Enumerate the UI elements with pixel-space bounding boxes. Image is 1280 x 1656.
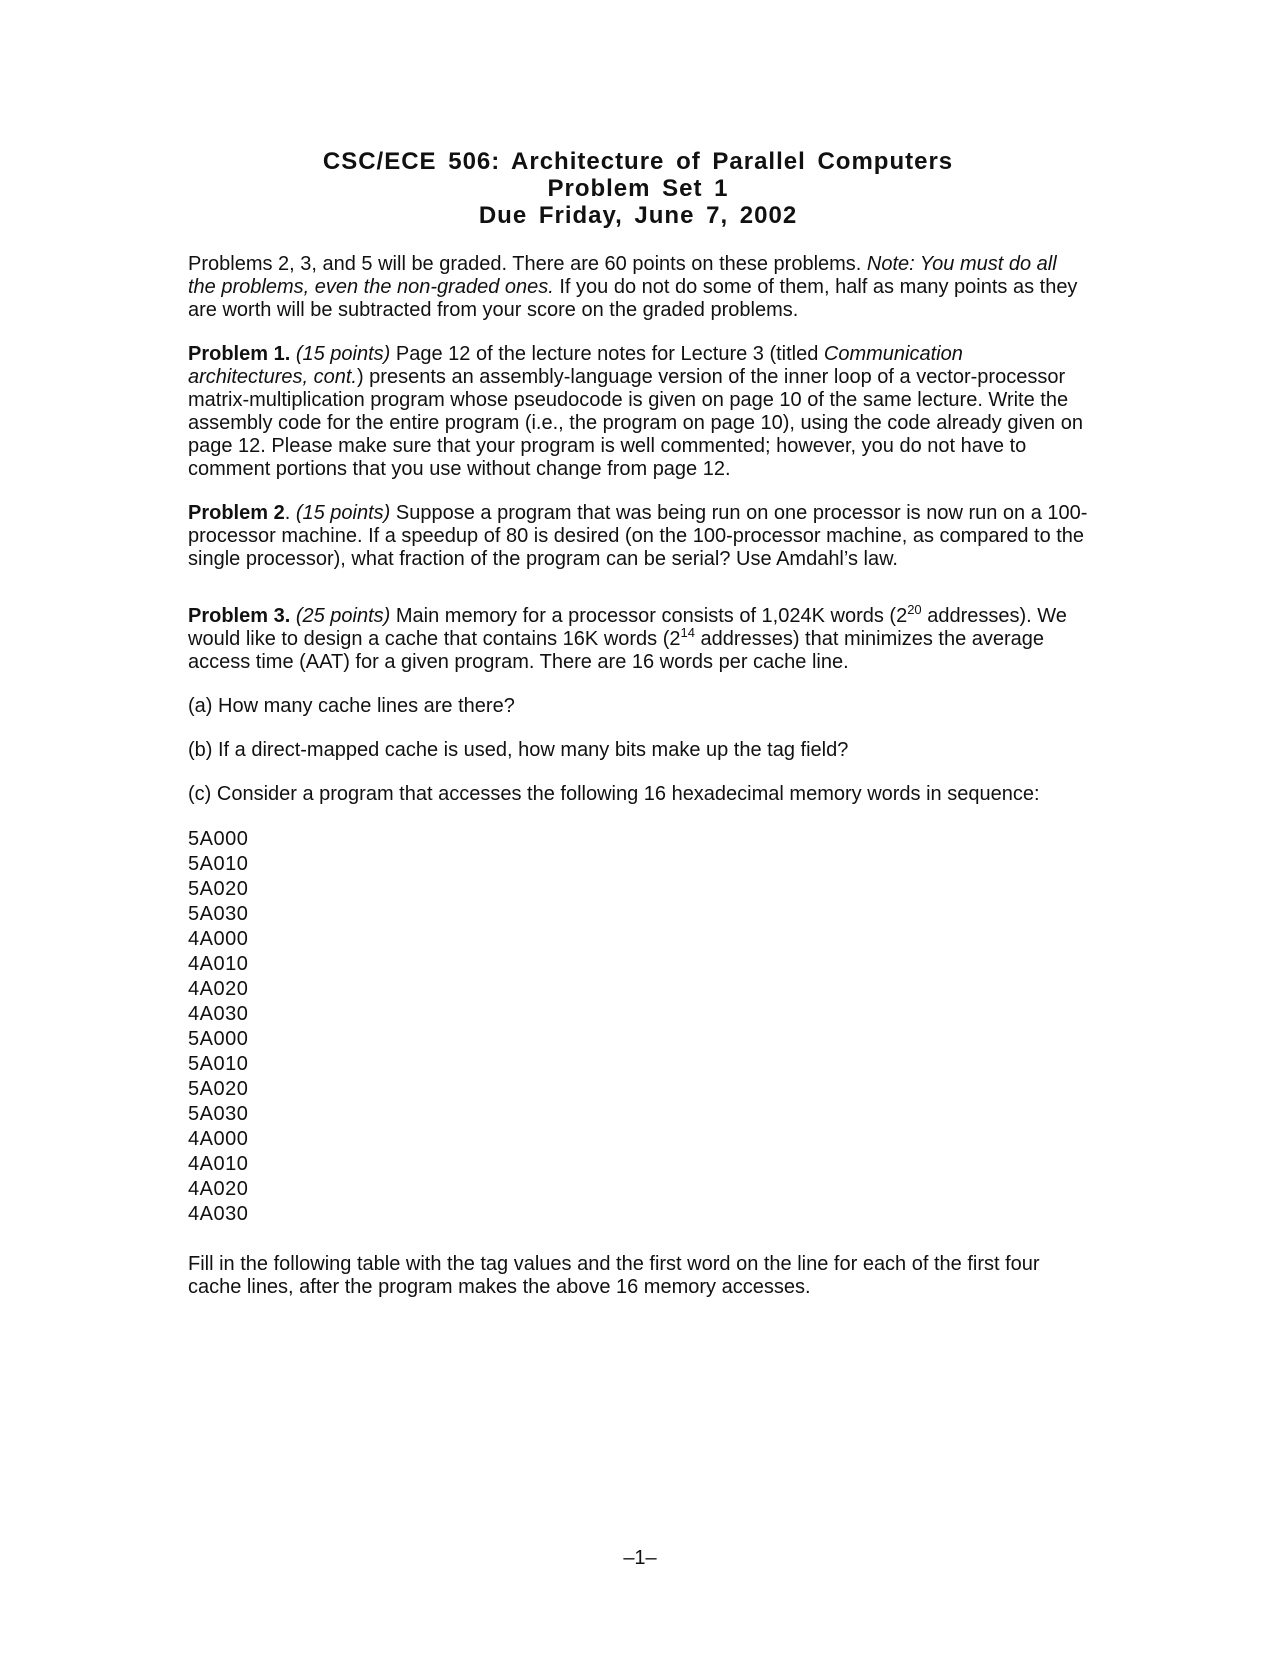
problem-2-label: Problem 2 (188, 502, 285, 524)
problem-3-text-c: addresses) that minimizes the average access time (AAT) for a given program. There are 16 words per cache line. (188, 628, 1045, 673)
address-list (188, 827, 1088, 1227)
problem-3-exponent-a: 20 (907, 602, 922, 617)
address-item: 4A010 (188, 953, 249, 975)
due-date: Due Friday, June 7, 2002 (478, 202, 798, 229)
problem-3-exponent-b: 14 (680, 625, 695, 640)
problem-1-lecture-title: Communication architectures, cont. (188, 343, 963, 388)
address-item: 5A010 (188, 1053, 249, 1075)
problem-1-text-b: ) presents an assembly-language version of the inner loop of a vector-processor matrix-multiplication program whose pseudocode is given on page 10 of the same lecture. Write the assembly code for the entire program (i.e., the program on page 10), using the code already given on page 12. Please make sure that your program is well commented; however, you do not have to comment portions that you use without change from page 12. (188, 366, 1083, 480)
problem-set-title: Problem Set 1 (547, 175, 729, 202)
problem-1-text-a: Page 12 of the lecture notes for Lecture 3 (titled (390, 343, 824, 365)
problem-1 (188, 343, 1088, 481)
problem-3-text-a: Main memory for a processor consists of 1,024K words (2 (390, 605, 908, 627)
problem-3-part-c: (c) Consider a program that accesses the following 16 hexadecimal memory words in sequence: (188, 783, 1040, 805)
page-number: –1– (623, 1547, 657, 1569)
address-item: 4A010 (188, 1153, 249, 1175)
problem-2-text: Suppose a program that was being run on one processor is now run on a 100-processor machine. If a speedup of 80 is desired (on the 100-processor machine, as compared to the single processor), what fraction of the program can be serial? Use Amdahl’s law. (188, 502, 1088, 570)
address-item: 4A000 (188, 928, 249, 950)
address-item: 4A020 (188, 1178, 249, 1200)
address-item: 5A000 (188, 1028, 249, 1050)
address-item: 5A020 (188, 1078, 249, 1100)
problem-3-label: Problem 3. (188, 605, 291, 627)
intro-note: Note: You must do all the problems, even the non-graded ones. (188, 253, 1057, 298)
intro-text-a: Problems 2, 3, and 5 will be graded. There are 60 points on these problems. (188, 253, 867, 275)
address-item: 4A030 (188, 1003, 249, 1025)
address-item: 5A000 (188, 828, 249, 850)
address-item: 4A020 (188, 978, 249, 1000)
problem-2 (188, 502, 1088, 571)
problem-1-label: Problem 1. (188, 343, 291, 365)
problem-3-points: (25 points) (295, 605, 391, 627)
problem-2-points: (15 points) (295, 502, 391, 524)
problem-2-period: . (284, 502, 291, 524)
intro-paragraph (188, 253, 1088, 322)
address-item: 5A030 (188, 903, 249, 925)
address-item: 4A030 (188, 1203, 249, 1225)
address-item: 5A020 (188, 878, 249, 900)
problem-1-points: (15 points) (295, 343, 391, 365)
course-title: CSC/ECE 506: Architecture of Parallel Computers (322, 148, 954, 175)
problem-3-part-a: (a) How many cache lines are there? (188, 695, 515, 717)
address-item: 4A000 (188, 1128, 249, 1150)
problem-3-part-b: (b) If a direct-mapped cache is used, how many bits make up the tag field? (188, 739, 849, 761)
fill-table-instruction: Fill in the following table with the tag values and the first word on the line for each of the first four cache lines, after the program makes the above 16 memory accesses. (188, 1253, 1040, 1298)
document-header (188, 148, 1088, 229)
address-item: 5A010 (188, 853, 249, 875)
address-item: 5A030 (188, 1103, 249, 1125)
document-page (188, 148, 1088, 1320)
intro-text-b: If you do not do some of them, half as many points as they are worth will be subtracted from your score on the graded problems. (188, 276, 1078, 321)
problem-3 (188, 602, 1088, 674)
problem-3-text-b: addresses). We would like to design a cache that contains 16K words (2 (188, 605, 1067, 650)
